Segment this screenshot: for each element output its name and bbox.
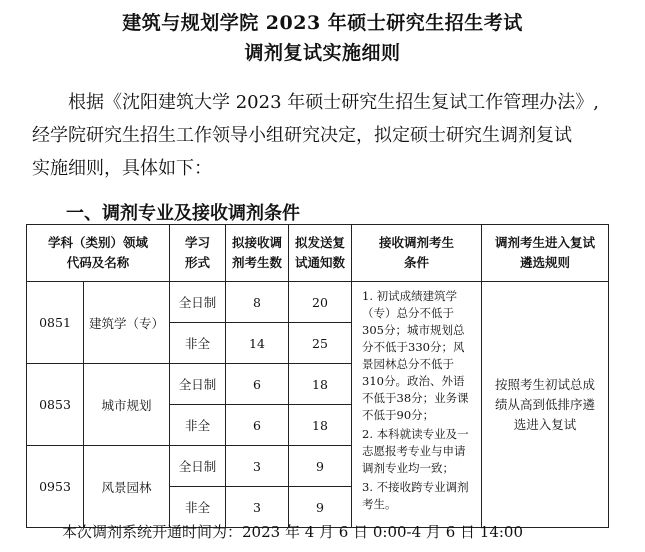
plan-count: 3 — [226, 487, 289, 528]
subject-code: 0853 — [27, 364, 84, 446]
header-rule: 调剂考生进入复试 遴选规则 — [482, 225, 609, 282]
study-mode: 非全 — [170, 487, 226, 528]
header-subject: 学科（类别）领域 代码及名称 — [27, 225, 170, 282]
notice-count: 18 — [289, 364, 352, 405]
intro-line: 根据《沈阳建筑大学 2023 年硕士研究生招生复试工作管理办法》, — [68, 92, 599, 113]
header-mode: 学习 形式 — [170, 225, 226, 282]
study-mode: 非全 — [170, 323, 226, 364]
table-header-row — [27, 225, 609, 282]
document-subtitle: 调剂复试实施细则 — [244, 42, 401, 64]
plan-count: 3 — [226, 446, 289, 487]
study-mode: 全日制 — [170, 446, 226, 487]
intro-line: 经学院研究生招生工作领导小组研究决定，拟定硕士研究生调剂复试 — [32, 125, 572, 146]
conditions-cell — [352, 282, 482, 528]
document-title: 建筑与规划学院 2023 年硕士研究生招生考试 — [122, 12, 523, 34]
notice-count: 9 — [289, 487, 352, 528]
notice-count: 9 — [289, 446, 352, 487]
header-notice: 拟发送复 试通知数 — [289, 225, 352, 282]
adjustment-table — [26, 224, 609, 528]
study-mode: 非全 — [170, 405, 226, 446]
subject-name: 风景园林 — [84, 446, 170, 528]
subject-name: 建筑学（专） — [84, 282, 170, 364]
header-plan: 拟接收调 剂考生数 — [226, 225, 289, 282]
notice-count: 25 — [289, 323, 352, 364]
notice-count: 20 — [289, 282, 352, 323]
selection-rule: 按照考生初试总成绩从高到低排序遴选进入复试 — [482, 282, 609, 528]
condition-item: 3. 不接收跨专业调剂考生。 — [362, 480, 469, 511]
header-conditions: 接收调剂考生 条件 — [352, 225, 482, 282]
intro-paragraph — [32, 86, 622, 185]
notice-count: 18 — [289, 405, 352, 446]
plan-count: 6 — [226, 405, 289, 446]
table-row — [27, 282, 609, 323]
plan-count: 14 — [226, 323, 289, 364]
study-mode: 全日制 — [170, 364, 226, 405]
condition-item: 1. 初试成绩建筑学（专）总分不低于305分；城市规划总分不低于330分；风景园林总分不低于310分。政治、外语不低于38分；业务课不低于90分； — [362, 289, 469, 422]
plan-count: 6 — [226, 364, 289, 405]
intro-line: 实施细则，具体如下： — [32, 158, 212, 179]
plan-count: 8 — [226, 282, 289, 323]
study-mode: 全日制 — [170, 282, 226, 323]
section-heading: 一、调剂专业及接收调剂条件 — [66, 203, 300, 224]
condition-item: 2. 本科就读专业及一志愿报考专业与申请调剂专业均一致； — [362, 427, 469, 475]
subject-name: 城市规划 — [84, 364, 170, 446]
subject-code: 0953 — [27, 446, 84, 528]
subject-code: 0851 — [27, 282, 84, 364]
system-open-time: 本次调剂系统开通时间为：2023 年 4 月 6 日 0:00-4 月 6 日 14:00 — [62, 523, 524, 541]
